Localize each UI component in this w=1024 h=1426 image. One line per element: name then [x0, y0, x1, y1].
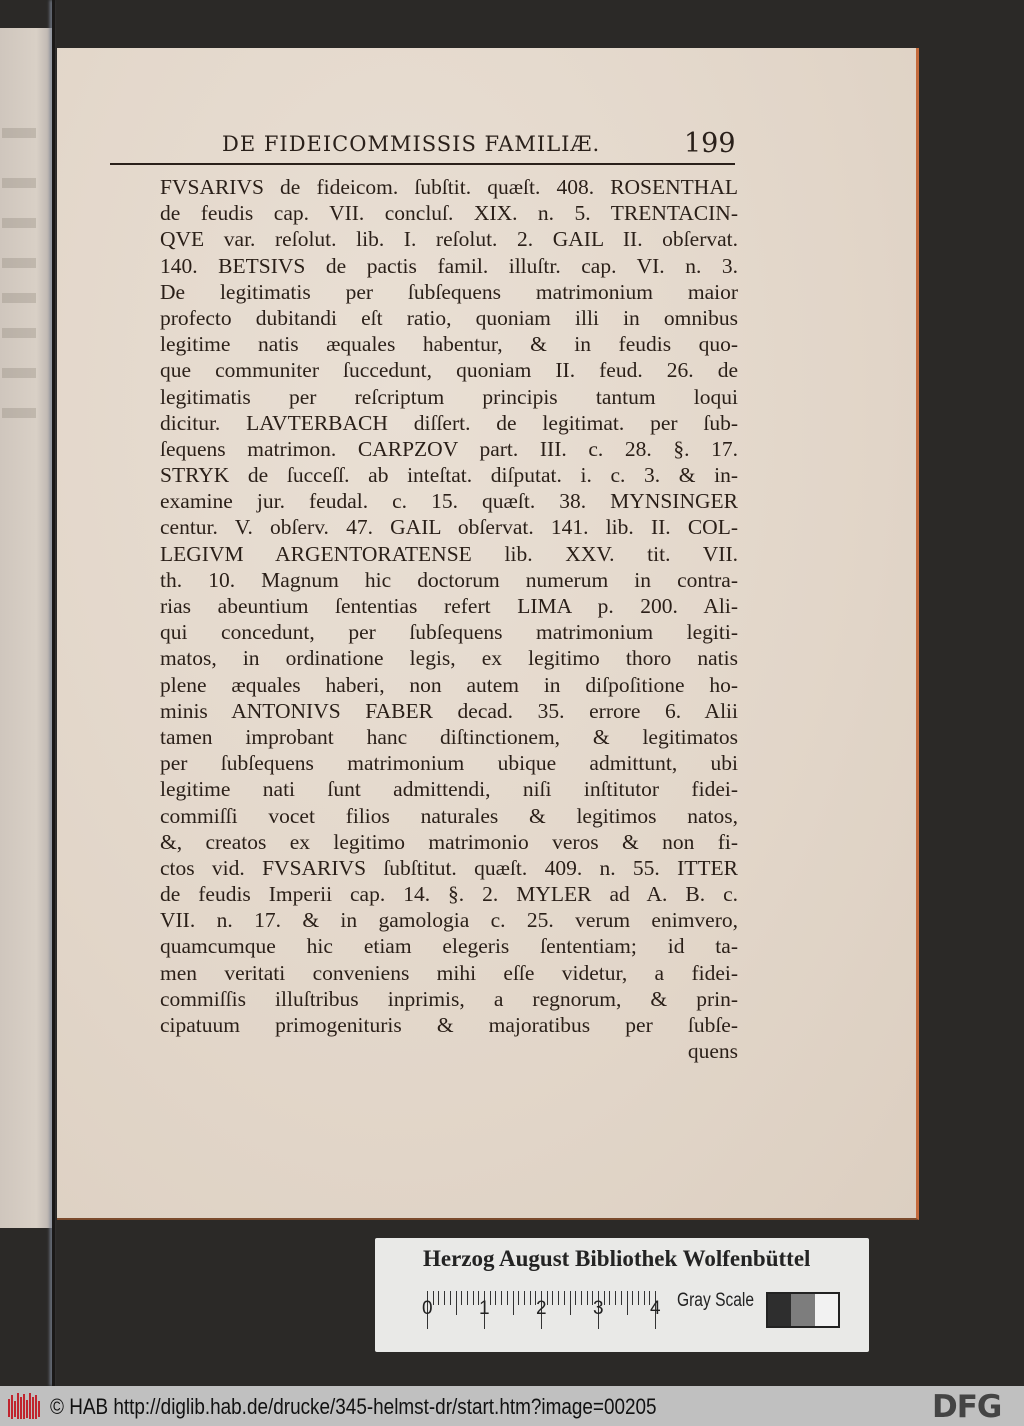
ruler-tick: [570, 1291, 571, 1315]
text-line: rias abeuntium ſententias refert LIMA p. 200. Ali-: [160, 594, 738, 618]
ruler-tick: [632, 1291, 633, 1305]
previous-page-edge: [0, 28, 52, 1228]
ruler-tick: [615, 1291, 616, 1305]
body-text: [160, 174, 738, 1064]
text-line: De legitimatis per ſubſequens matrimonium maior: [160, 279, 738, 304]
text-line: quamcumque hic etiam elegeris ſententiam; id ta-: [160, 934, 738, 959]
ruler-tick: [575, 1291, 576, 1305]
ghost-text-line: [2, 258, 36, 268]
library-name: Herzog August Bibliothek Wolfenbüttel: [423, 1246, 811, 1271]
ruler-tick: [604, 1291, 605, 1305]
ghost-text-line: [2, 293, 36, 303]
library-color-target: [375, 1238, 869, 1352]
grayscale-swatch-mid: [791, 1294, 814, 1326]
text-line: th. 10. Magnum hic doctorum numerum in contra-: [160, 567, 738, 592]
ruler-tick: [461, 1291, 462, 1305]
text-line: 140. BETSIVS de pactis famil. illuſtr. cap. VI. n. 3.: [160, 253, 738, 278]
ruler-tick: [444, 1291, 445, 1305]
ruler-tick: [552, 1291, 553, 1305]
text-line: STRYK de ſucceſſ. ab inteſtat. diſputat. i. c. 3. & in-: [160, 463, 738, 488]
grayscale-swatch-light: [815, 1294, 838, 1326]
text-line: plene æquales haberi, non autem in diſpoſitione ho-: [160, 672, 738, 697]
ruler-tick: [467, 1291, 468, 1305]
ghost-text-line: [2, 178, 36, 188]
text-line: quens: [687, 1039, 738, 1064]
header-rule: [110, 163, 735, 165]
ruler-tick: [433, 1291, 434, 1305]
ruler-tick: [490, 1291, 491, 1305]
text-line: de feudis cap. VII. concluſ. XIX. n. 5. TRENTACIN-: [160, 201, 738, 226]
ruler-tick: [501, 1291, 502, 1305]
ruler-tick: [518, 1291, 519, 1305]
text-line: minis ANTONIVS FABER decad. 35. errore 6. Alii: [160, 698, 738, 723]
text-line: cipatuum primogenituris & majoratibus per ſubſe-: [160, 1013, 738, 1037]
book-gutter: [52, 0, 55, 1386]
text-line: QVE var. reſolut. lib. I. reſolut. 2. GAIL II. obſervat.: [160, 227, 738, 252]
text-line: legitimatis per reſcriptum principis tantum loqui: [160, 384, 738, 409]
text-line: commiſſi vocet filios naturales & legitimos natos,: [160, 803, 738, 828]
text-line: ctos vid. FVSARIVS ſubſtitut. quæſt. 409. n. 55. ITTER: [160, 855, 738, 880]
copyright-permalink[interactable]: © HAB http://diglib.hab.de/drucke/345-helmst-dr/start.htm?image=00205: [50, 1394, 657, 1419]
text-line: dicitur. LAVTERBACH diſſert. de legitimat. per ſub-: [160, 410, 738, 435]
text-line: qui concedunt, per ſubſequens matrimonium legiti-: [160, 620, 738, 645]
ruler-label: 4: [650, 1298, 661, 1319]
ruler-tick: [513, 1291, 514, 1315]
page-number: 199: [684, 128, 736, 159]
text-line: que communiter ſuccedunt, quoniam II. feud. 26. de: [160, 358, 738, 383]
footer-bar: [0, 1386, 1024, 1426]
text-line: per ſubſequens matrimonium ubique admittunt, ubi: [160, 751, 738, 776]
text-line: examine jur. feudal. c. 15. quæſt. 38. MYNSINGER: [160, 489, 738, 514]
text-line: de feudis Imperii cap. 14. §. 2. MYLER ad A. B. c.: [160, 882, 738, 907]
ruler-tick: [450, 1291, 451, 1305]
ruler-label: 2: [536, 1298, 547, 1319]
text-line: &, creatos ex legitimo matrimonio veros & non fi-: [160, 829, 738, 854]
ruler-label: 0: [422, 1298, 433, 1319]
ghost-text-line: [2, 328, 36, 338]
text-line: legitime nati ſunt admittendi, niſi inſtitutor fidei-: [160, 777, 738, 802]
grayscale-swatch-dark: [768, 1294, 791, 1326]
ghost-text-line: [2, 128, 36, 138]
text-line: men veritati conveniens mihi eſſe videtur, a fidei-: [160, 960, 738, 985]
text-line: ſequens matrimon. CARPZOV part. III. c. 28. §. 17.: [160, 436, 738, 461]
ruler-tick: [627, 1291, 628, 1315]
text-line: profecto dubitandi eſt ratio, quoniam illi in omnibus: [160, 305, 738, 330]
text-line: LEGIVM ARGENTORATENSE lib. XXV. tit. VII.: [160, 541, 738, 566]
ghost-text-line: [2, 218, 36, 228]
ghost-text-line: [2, 368, 36, 378]
ruler-label: 1: [479, 1298, 490, 1319]
ruler-tick: [621, 1291, 622, 1305]
ruler-tick: [495, 1291, 496, 1305]
ruler-tick: [558, 1291, 559, 1305]
ruler-tick: [456, 1291, 457, 1315]
grayscale-label: Gray Scale: [677, 1290, 755, 1311]
ruler-tick: [530, 1291, 531, 1305]
text-line: legitime natis æquales habentur, & in feudis quo-: [160, 332, 738, 357]
ruler-tick: [609, 1291, 610, 1305]
ruler-tick: [473, 1291, 474, 1305]
ruler-tick: [644, 1291, 645, 1305]
ghost-text-line: [2, 408, 36, 418]
text-line: matos, in ordinatione legis, ex legitimo thoro natis: [160, 646, 738, 671]
dfg-logo: DFG: [932, 1389, 1002, 1425]
ruler-tick: [438, 1291, 439, 1305]
ruler-tick: [587, 1291, 588, 1305]
ruler-tick: [524, 1291, 525, 1305]
text-line: FVSARIVS de fideicom. ſubſtit. quæſt. 408. ROSENTHAL: [160, 175, 738, 199]
text-line: commiſſis illuſtribus inprimis, a regnorum, & prin-: [160, 986, 738, 1011]
running-head: DE FIDEICOMMISSIS FAMILIÆ.: [222, 132, 601, 156]
ruler-tick: [547, 1291, 548, 1305]
grayscale-swatches: [766, 1292, 840, 1328]
ruler-tick: [564, 1291, 565, 1305]
text-line: centur. V. obſerv. 47. GAIL obſervat. 141. lib. II. COL-: [160, 515, 738, 540]
text-line: VII. n. 17. & in gamologia c. 25. verum enimvero,: [160, 908, 738, 933]
ruler-tick: [507, 1291, 508, 1305]
ruler-tick: [638, 1291, 639, 1305]
hab-barcode-logo-icon: [6, 1391, 46, 1421]
ruler-label: 3: [593, 1298, 604, 1319]
text-line: tamen improbant hanc diſtinctionem, & legitimatos: [160, 724, 738, 749]
ruler-tick: [581, 1291, 582, 1305]
